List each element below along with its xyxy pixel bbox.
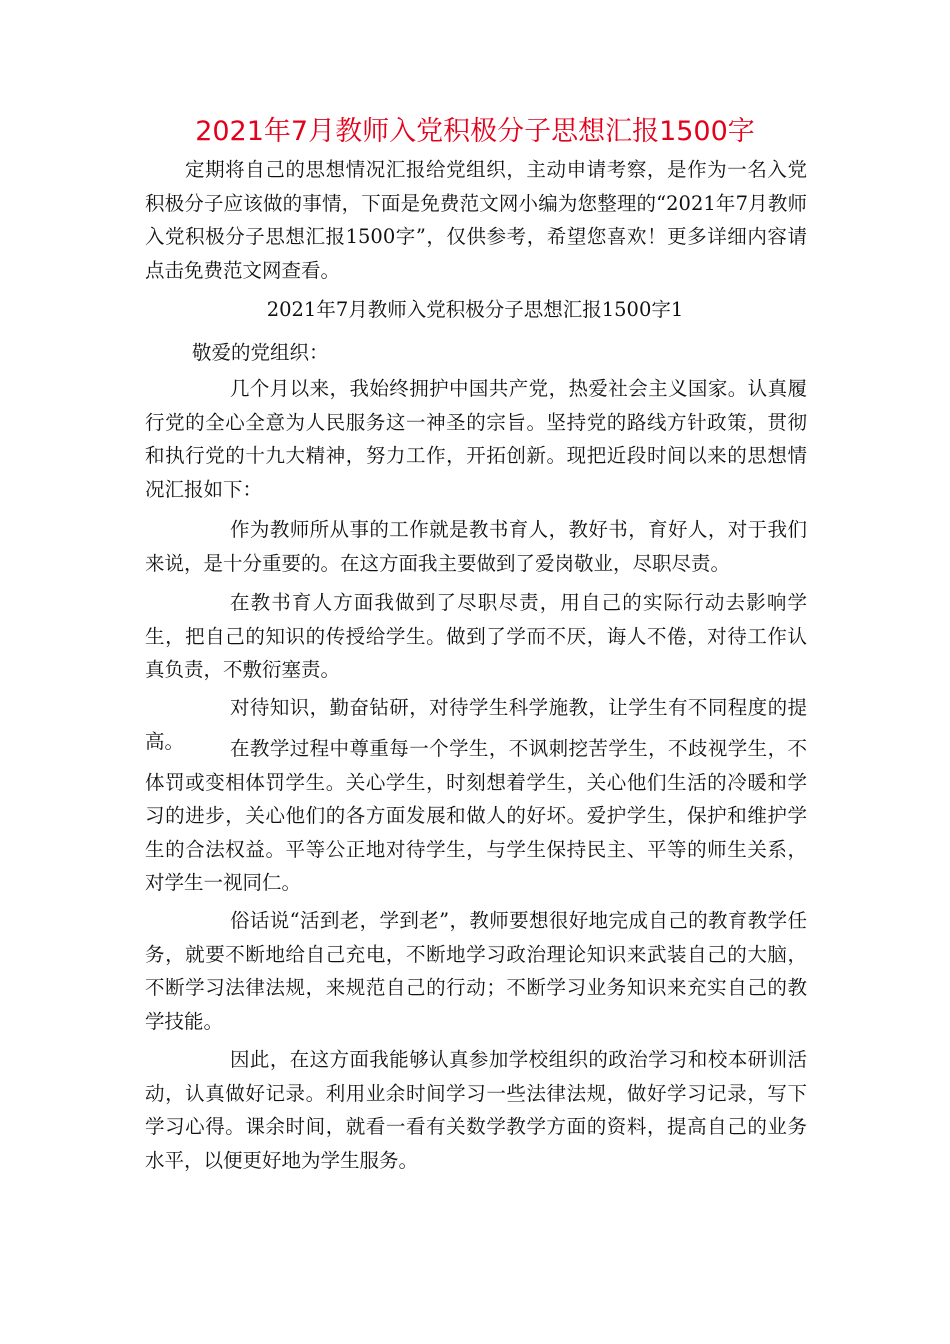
- body-paragraph-2: 作为教师所从事的工作就是教书育人，教好书，育好人，对于我们来说，是十分重要的。在这方面我主要做到了爱岗敬业，尽职尽责。: [145, 518, 807, 575]
- body-paragraph-5: 在教学过程中尊重每一个学生，不讽刺挖苦学生，不歧视学生，不体罚或变相体罚学生。关心学生，时刻想着学生，关心他们生活的冷暖和学习的进步，关心他们的各方面发展和做人的好坏。爱护学生，保护和维护学生的合法权益。平等公正地对待学生，与学生保持民主、平等的师生关系，对学生一视同仁。: [145, 737, 807, 894]
- body-paragraph-6: 俗话说“活到老，学到老”，教师要想很好地完成自己的教育教学任务，就要不断地给自己充电，不断地学习政治理论知识来武装自己的大脑，不断学习法律法规，来规范自己的行动；不断学习业务知识来充实自己的教学技能。: [145, 909, 807, 1033]
- intro-paragraph: 定期将自己的思想情况汇报给党组织，主动申请考察，是作为一名入党积极分子应该做的事情，下面是免费范文网小编为您整理的“2021年7月教师入党积极分子思想汇报1500字”，仅供参考，希望您喜欢！更多详细内容请点击免费范文网查看。: [145, 158, 807, 282]
- body-paragraph-7: 因此，在这方面我能够认真参加学校组织的政治学习和校本研训活动，认真做好记录。利用业余时间学习一些法律法规，做好学习记录，写下学习心得。课余时间，就看一看有关数学教学方面的资料，提高自己的业务水平，以便更好地为学生服务。: [145, 1048, 807, 1172]
- document-title: 2021年7月教师入党积极分子思想汇报1500字: [195, 116, 755, 147]
- body-paragraph-3: 在教书育人方面我做到了尽职尽责，用自己的实际行动去影响学生，把自己的知识的传授给学生。做到了学而不厌，诲人不倦，对待工作认真负责，不敷衍塞责。: [145, 591, 807, 681]
- body-paragraph-1: 几个月以来，我始终拥护中国共产党，热爱社会主义国家。认真履行党的全心全意为人民服务这一神圣的宗旨。坚持党的路线方针政策，贯彻和执行党的十九大精神，努力工作，开拓创新。现把近段时间以来的思想情况汇报如下：: [145, 377, 807, 501]
- salutation: 敬爱的党组织：: [192, 341, 329, 364]
- section-subtitle: 2021年7月教师入党积极分子思想汇报1500字1: [266, 298, 684, 321]
- body-paragraph-4: 对待知识，勤奋钻研，对待学生科学施教，让学生有不同程度的提高。: [145, 696, 807, 753]
